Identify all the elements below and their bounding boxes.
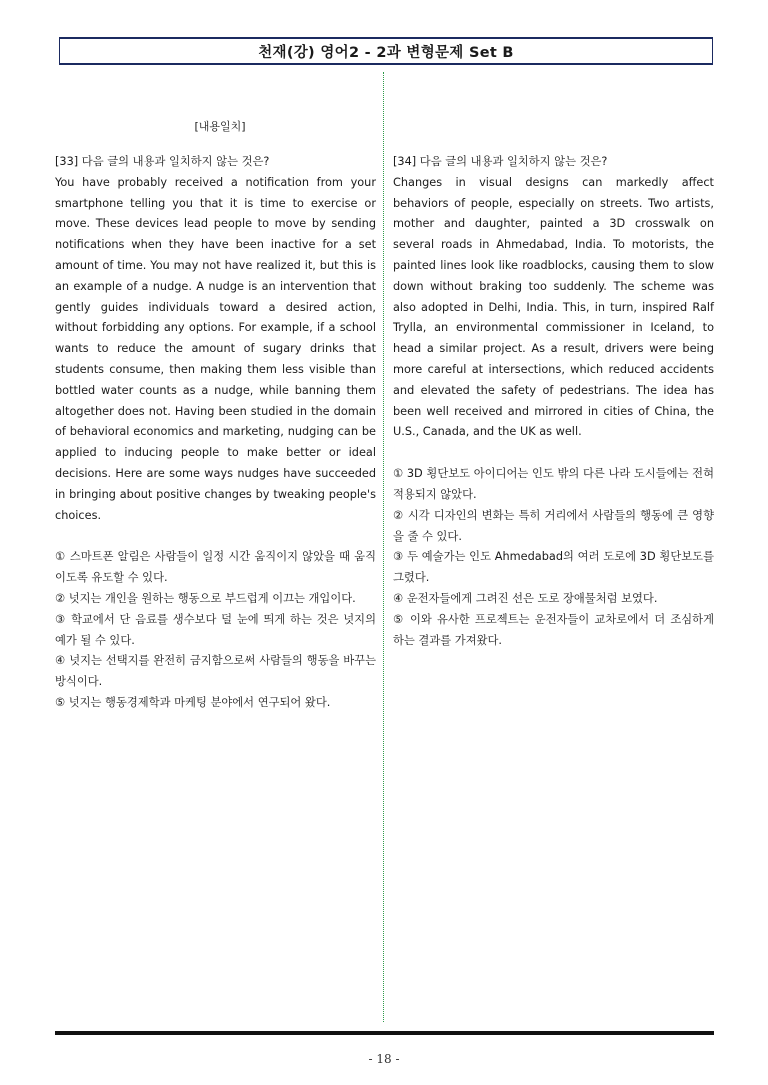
option-4[interactable]: ④ 넛지는 선택지를 완전히 금지함으로써 사람들의 행동을 바꾸는 방식이다. bbox=[55, 654, 376, 689]
passage-text: You have probably received a notification from your smartphone telling you that it is time to exercise or move. These devices lead people to move by sending notifications when they have been inactive for a set amount of time. You may not have realized it, but this is an example of a nudge. A nudge is an intervention that gently guides individuals toward a desired action, without forbidding any options. For example, if a school wants to reduce the amount of sugary drinks that students consume, then making them less visible than bottled water counts as a nudge, while banning them altogether does not. Having been studied in the domain of behavioral economics and marketing, nudging can be applied to inducing people to make better or ideal decisions. Here are some ways nudges have succeeded in bringing about positive changes by tweaking people's choices. bbox=[55, 175, 376, 522]
column-divider bbox=[383, 72, 384, 1022]
passage-text: Changes in visual designs can markedly affect behaviors of people, especially on streets. Two artists, mother and daughter, painted a 3D crosswalk on several roads in Ahmedabad, India. To motorists, the painted lines look like roadblocks, causing them to slow down without braking too suddenly. The scheme was also adopted in Delhi, India. This, in turn, inspired Ralf Trylla, an environmental commissioner in Iceland, to head a similar project. As a result, drivers were being more careful at intersections, which reduced accidents and elevated the safety of pedestrians. The idea has been well received and mirrored in cities of China, the U.S., Canada, and the UK as well. bbox=[393, 175, 714, 439]
page-header bbox=[59, 37, 713, 65]
option-3[interactable]: ③ 학교에서 단 음료를 생수보다 덜 눈에 띄게 하는 것은 넛지의 예가 될 수 있다. bbox=[55, 612, 376, 647]
option-2[interactable]: ② 시각 디자인의 변화는 특히 거리에서 사람들의 행동에 큰 영향을 줄 수 있다. bbox=[393, 508, 714, 543]
page-number: - 18 - bbox=[368, 1052, 400, 1066]
option-1[interactable]: ① 스마트폰 알림은 사람들이 일정 시간 움직이지 않았을 때 움직이도록 유도할 수 있다. bbox=[55, 550, 376, 585]
page-title: 천재(강) 영어2 - 2과 변형문제 Set B bbox=[258, 44, 514, 61]
question-34 bbox=[393, 152, 714, 651]
option-3[interactable]: ③ 두 예술가는 인도 Ahmedabad의 여러 도로에 3D 횡단보도를 그렸다. bbox=[393, 550, 714, 585]
question-stem: [33] 다음 글의 내용과 일치하지 않는 것은? bbox=[55, 155, 270, 168]
section-label: [내용일치] bbox=[194, 120, 246, 133]
option-4[interactable]: ④ 운전자들에게 그려진 선은 도로 장애물처럼 보였다. bbox=[393, 591, 658, 605]
option-2[interactable]: ② 넛지는 개인을 원하는 행동으로 부드럽게 이끄는 개입이다. bbox=[55, 591, 356, 605]
footer-rule bbox=[55, 1031, 714, 1035]
option-5[interactable]: ⑤ 넛지는 행동경제학과 마케팅 분야에서 연구되어 왔다. bbox=[55, 695, 331, 709]
question-33 bbox=[55, 152, 376, 714]
answer-options bbox=[393, 464, 714, 651]
answer-options bbox=[55, 547, 376, 713]
option-5[interactable]: ⑤ 이와 유사한 프로젝트는 운전자들이 교차로에서 더 조심하게 하는 결과를 가져왔다. bbox=[393, 612, 714, 647]
option-1[interactable]: ① 3D 횡단보도 아이디어는 인도 밖의 다른 나라 도시들에는 전혀 적용되지 않았다. bbox=[393, 467, 714, 501]
question-stem: [34] 다음 글의 내용과 일치하지 않는 것은? bbox=[393, 155, 608, 168]
